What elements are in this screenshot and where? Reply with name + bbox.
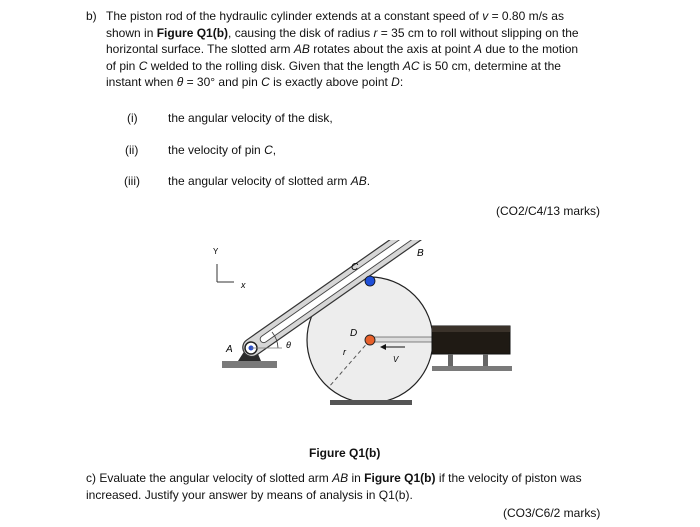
part-b-marks: (CO2/C4/13 marks) [496,204,601,218]
pin-c [365,276,375,286]
item-number: (ii) [125,143,139,157]
part-b-label: b) [86,9,97,23]
piston-rod [370,337,432,342]
bold-text: Figure Q1(b) [364,471,436,485]
part-c-marks: (CO3/C6/2 marks) [503,506,601,520]
part-b-paragraph [106,8,612,91]
part-c-paragraph [86,470,616,503]
axes-icon [217,264,234,282]
italic-symbol: A [474,42,483,56]
part-b-line: instant when θ = 30° and pin C is exactly above point D: [106,75,404,89]
figure-q1b [200,240,530,420]
item-text: the angular velocity of the disk, [168,111,333,125]
item-number: (iii) [124,174,140,188]
part-b-line: horizontal surface. The slotted arm AB rotates about the axis at point A due to the motion [106,42,579,56]
ground-under-disk [330,400,412,405]
italic-symbol: AB [332,471,349,485]
italic-symbol: C [261,75,270,89]
part-c-line: increased. Justify your answer by means of analysis in Q1(b). [86,487,413,502]
part-c-line: c) Evaluate the angular velocity of slotted arm AB in Figure Q1(b) if the velocity of piston was [86,471,582,485]
label-d: D [350,328,358,339]
italic-symbol: r [373,25,378,40]
italic-symbol: D [391,75,400,89]
part-b-line: shown in Figure Q1(b), causing the disk of radius r = 35 cm to roll without slipping on the [106,25,579,40]
axis-x-label: x [241,280,246,290]
cylinder-top [432,326,510,332]
italic-symbol: AB [293,42,310,56]
italic-symbol: C [138,58,148,73]
ground-right [432,366,512,371]
axis-y-label: Y [213,247,219,256]
italic-symbol: AB [350,174,367,188]
ground-left [222,361,277,368]
part-b-line: of pin C welded to the rolling disk. Given that the length AC is 50 cm, determine at the [106,58,561,73]
cylinder-leg [448,354,453,366]
part-b-line: The piston rod of the hydraulic cylinder extends at a constant speed of v = 0.80 m/s as [106,9,564,23]
label-v: V [393,355,399,364]
bold-text: Figure Q1(b) [156,25,229,40]
cylinder-leg [483,354,488,366]
label-a: A [226,344,233,355]
figure-caption: Figure Q1(b) [309,446,381,460]
item-text: the velocity of pin C, [168,143,277,157]
italic-symbol: θ [176,75,184,89]
label-r: r [343,347,346,357]
italic-symbol: AC [402,58,420,73]
item-text: the angular velocity of slotted arm AB. [168,174,371,188]
pin-d [365,335,375,345]
label-c: C [351,262,359,273]
label-b: B [417,248,424,259]
item-number: (i) [127,111,138,125]
italic-symbol: v [482,9,489,23]
label-theta: θ [286,340,291,350]
italic-symbol: C [264,143,273,157]
